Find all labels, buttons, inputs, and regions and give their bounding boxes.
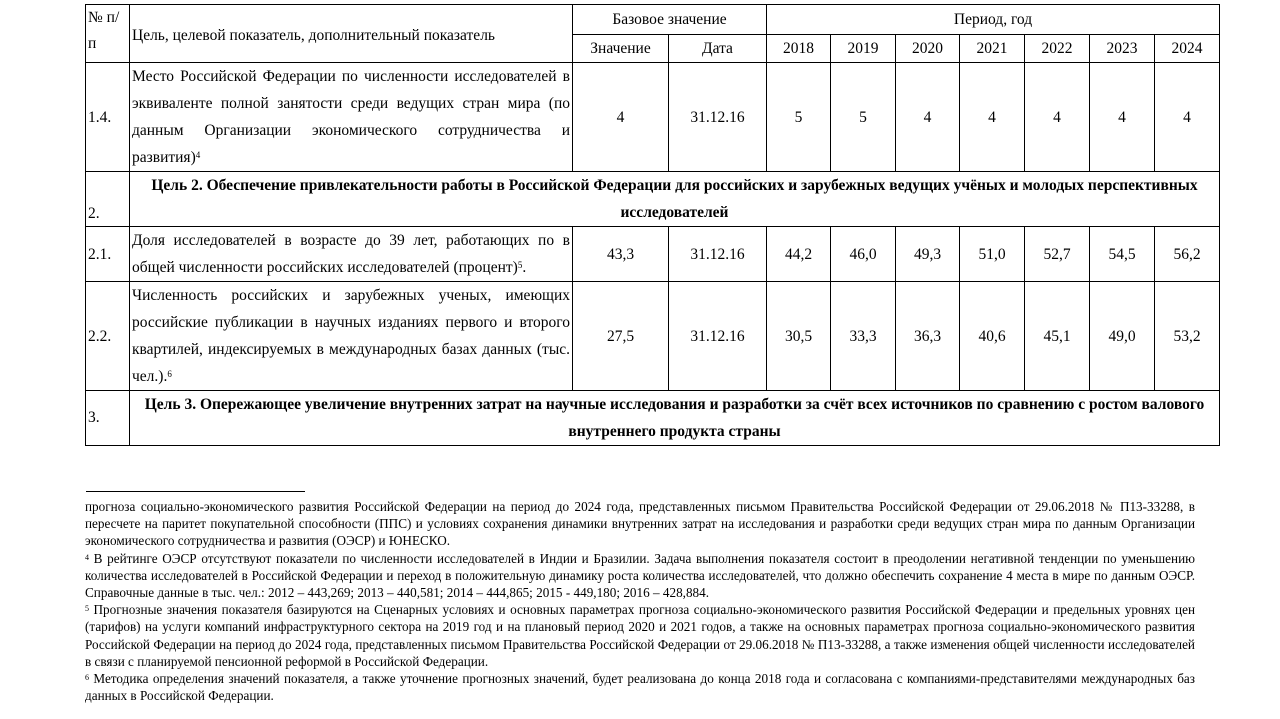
indicators-table [85, 4, 1220, 446]
header-year: 2019 [831, 35, 896, 63]
header-year: 2024 [1155, 35, 1220, 63]
year-value: 30,5 [767, 282, 831, 391]
year-value: 51,0 [960, 227, 1025, 282]
year-value: 49,0 [1090, 282, 1155, 391]
header-period: Период, год [767, 5, 1220, 35]
header-base-date: Дата [669, 35, 767, 63]
footnote-ref: 4 [195, 150, 201, 160]
year-value: 33,3 [831, 282, 896, 391]
header-base-value: Значение [573, 35, 669, 63]
table-row-goal-3 [86, 391, 1220, 446]
footnote-6: $^6$ Методика определения значений показателя, а также уточнение прогнозных значений, будет реализована до конца 2018 года и согласована с компаниями-представителями международных баз данных в Российской Федерации. [85, 671, 1195, 704]
base-date: 31.12.16 [669, 227, 767, 282]
row-number: 2.2. [86, 282, 130, 391]
row-number: 1.4. [86, 63, 130, 172]
footnotes [85, 498, 1195, 704]
year-value: 49,3 [896, 227, 960, 282]
goal-title: Цель 2. Обеспечение привлекательности работы в Российской Федерации для российских и зарубежных ведущих учёных и молодых перспективных исследователей [130, 172, 1220, 227]
base-value: 43,3 [573, 227, 669, 282]
indicator-name: Доля исследователей в возрасте до 39 лет, работающих по в общей численности российских исследователей (процент)$^5$. [130, 227, 573, 282]
table-row-2-1 [86, 227, 1220, 282]
year-value: 44,2 [767, 227, 831, 282]
year-value: 4 [896, 63, 960, 172]
header-year: 2023 [1090, 35, 1155, 63]
year-value: 45,1 [1025, 282, 1090, 391]
header-base: Базовое значение [573, 5, 767, 35]
year-value: 4 [1155, 63, 1220, 172]
table-row-2-2 [86, 282, 1220, 391]
indicator-name: Численность российских и зарубежных ученых, имеющих российские публикации в научных изданиях первого и второго квартилей, индексируемых в международных базах данных (тыс. чел.).$^6$ [130, 282, 573, 391]
header-year: 2020 [896, 35, 960, 63]
row-number: 3. [86, 391, 130, 446]
year-value: 4 [1090, 63, 1155, 172]
year-value: 4 [960, 63, 1025, 172]
table-row-goal-2 [86, 172, 1220, 227]
footnote-5: $^5$ Прогнозные значения показателя базируются на Сценарных условиях и основных параметрах прогноза социально-экономического развития Российской Федерации и предельных уровнях цен (тарифов) на услуги компаний инфраструктурного сектора на 2019 год и на плановый период 2020 и 2021 годов, а также на основных параметрах прогноза социально-экономического развития Российской Федерации на период до 2024 года, представленных письмом Правительства Российской Федерации от 29.06.2018 № П13-33288, а также изменения общей численности исследователей в связи с планируемой пенсионной реформой в Российской Федерации. [85, 602, 1195, 669]
row-number: 2. [86, 172, 130, 227]
footnote-continuation: прогноза социально-экономического развития Российской Федерации на период до 2024 года, представленных письмом Правительства Российской Федерации от 29.06.2018 № П13-33288, в пересчете на паритет покупательной способности (ППС) и условиях сохранения динамики внутренних затрат на исследования и разработки среди ведущих стран мира по данным Организации экономического сотрудничества и развития (ОЭСР) и ЮНЕСКО. [85, 499, 1195, 549]
year-value: 46,0 [831, 227, 896, 282]
year-value: 52,7 [1025, 227, 1090, 282]
footnote-ref: 6 [167, 369, 172, 379]
header-num: № п/п [86, 5, 130, 63]
header-name: Цель, целевой показатель, дополнительный показатель [130, 5, 573, 63]
goal-title: Цель 3. Опережающее увеличение внутренних затрат на научные исследования и разработки за счёт всех источников по сравнению с ростом валового внутреннего продукта страны [130, 391, 1220, 446]
year-value: 5 [831, 63, 896, 172]
footnote-ref: 5 [517, 260, 523, 270]
header-year: 2021 [960, 35, 1025, 63]
year-value: 56,2 [1155, 227, 1220, 282]
year-value: 36,3 [896, 282, 960, 391]
year-value: 53,2 [1155, 282, 1220, 391]
year-value: 40,6 [960, 282, 1025, 391]
base-date: 31.12.16 [669, 282, 767, 391]
base-date: 31.12.16 [669, 63, 767, 172]
year-value: 5 [767, 63, 831, 172]
header-year: 2018 [767, 35, 831, 63]
base-value: 4 [573, 63, 669, 172]
header-year: 2022 [1025, 35, 1090, 63]
footnote-4: $^4$ В рейтинге ОЭСР отсутствуют показатели по численности исследователей в Индии и Бразилии. Задача выполнения показателя состоит в преодолении негативной тенденции по уменьшению количества исследователей в Российской Федерации и переход в положительную динамику роста количества исследователей, что должно обеспечить сохранение 4 места в мире по данным ОЭСР. Справочные данные в тыс. чел.: 2012 – 443,269; 2013 – 440,581; 2014 – 444,865; 2015 - 449,180; 2016 – 428,884. [85, 550, 1195, 601]
year-value: 4 [1025, 63, 1090, 172]
footnote-separator [86, 491, 305, 492]
year-value: 54,5 [1090, 227, 1155, 282]
indicator-name: Место Российской Федерации по численности исследователей в эквиваленте полной занятости среди ведущих стран мира (по данным Организации экономического сотрудничества и развития)$^4$ [130, 63, 573, 172]
row-number: 2.1. [86, 227, 130, 282]
table-row-1-4 [86, 63, 1220, 172]
base-value: 27,5 [573, 282, 669, 391]
header-row-top [86, 5, 1220, 35]
